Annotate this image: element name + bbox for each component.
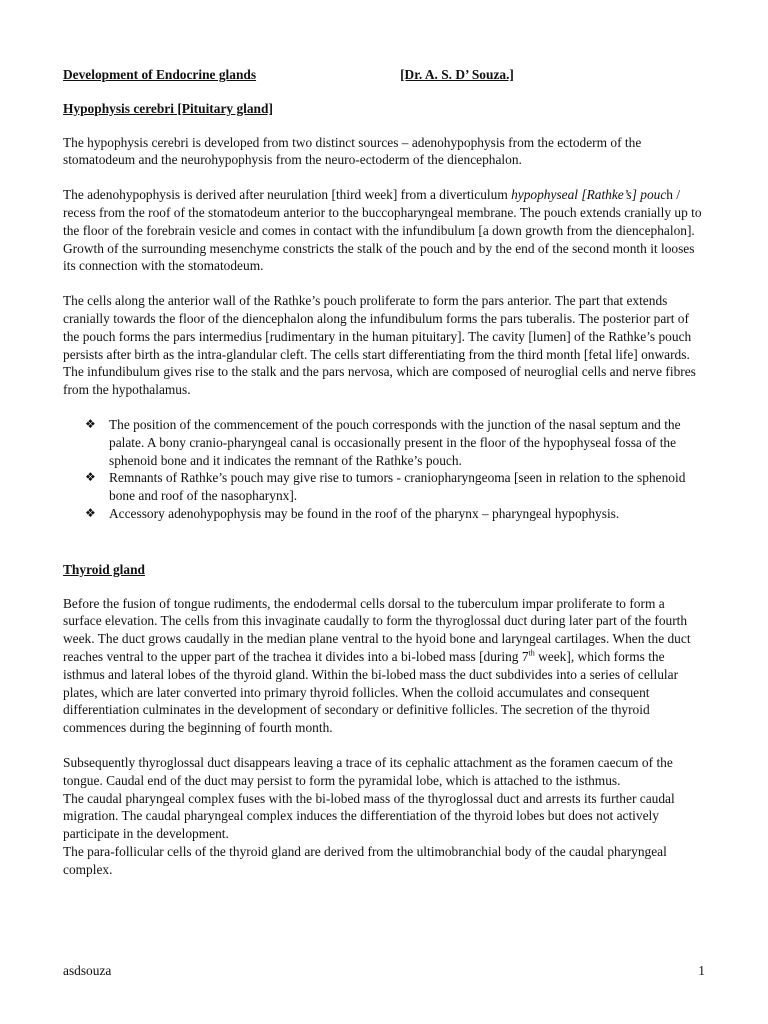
section-heading-thyroid: Thyroid gland [63, 561, 145, 577]
paragraph-para-follicular-cells: The para-follicular cells of the thyroid gland are derived from the ultimobranchial body of the caudal pharyngeal complex. [63, 843, 667, 877]
section-heading-hypophysis: Hypophysis cerebri [Pituitary gland] [63, 100, 273, 116]
paragraph-hypophysis-intro: The hypophysis cerebri is developed from two distinct sources – adenohypophysis from the ectoderm of the stomatodeum and the neurohypophysis from the neuro-ectoderm of the diencephalon. [63, 134, 642, 168]
hypophysis-bullet-list [63, 416, 705, 523]
paragraph-thyroid-start: Before the fusion of tongue rudiments, the endodermal cells dorsal to the tuberculum impar proliferate to form a surface elevation. The cells from this invaginate caudally to form the thyroglossal duct during later part of the fourth week. The duct grows caudally in the median plane ventral to the hyoid bone and laryngeal cartilages. When the duct reaches ventral to the upper part of the trachea it divides into a bi-lobed mass [during 7 [63, 595, 691, 664]
ordinal-superscript: th [528, 648, 535, 658]
paragraph-thyroid-development [63, 595, 705, 737]
paragraph-adenohypophysis-start: The adenohypophysis is derived after neurulation [third week] from a diverticulum [63, 187, 512, 203]
bullet-text: The position of the commencement of the pouch corresponds with the junction of the nasal septum and the palate. A bony cranio-pharyngeal canal is occasionally present in the floor of the hypophyseal fossa of the sphenoid bone and it indicates the remnant of the Rathke’s pouch. [109, 416, 681, 468]
document-title: Development of Endocrine glands [63, 67, 257, 82]
bullet-text: Remnants of Rathke’s pouch may give rise to tumors - craniopharyngeoma [seen in relation to the sphenoid bone and roof of the nasopharynx]. [109, 470, 686, 504]
paragraph-infundibulum: The infundibulum gives rise to the stalk and the pars nervosa, which are composed of neuroglial cells and nerve fibres from the hypothalamus. [63, 364, 696, 398]
paragraph-adenohypophysis [63, 186, 705, 275]
document-author: [Dr. A. S. D’ Souza.] [400, 67, 514, 82]
page-footer [63, 962, 705, 980]
bullet-text: Accessory adenohypophysis may be found in the roof of the pharynx – pharyngeal hypophysis. [109, 505, 620, 521]
paragraph-adenohypophysis-rest: h / recess from the roof of the stomatodeum anterior to the buccopharyngeal membrane. The pouch extends cranially up to the floor of the forebrain vesicle and comes in contact with the infundibulum [a down growth from the diencephalon]. Growth of the surrounding mesenchyme constricts the stalk of the pouch and by the end of the second month it looses its connection with the stomatodeum. [63, 187, 702, 274]
bullet-item [85, 505, 705, 523]
footer-author: asdsouza [63, 963, 112, 978]
paragraph-caudal-pharyngeal-complex: The caudal pharyngeal complex fuses with the bi-lobed mass of the thyroglossal duct and arrests its further caudal migration. The caudal pharyngeal complex induces the differentiation of the thyroid lobes but does not actively participate in the development. [63, 790, 675, 842]
bullet-item [85, 469, 705, 505]
paragraph-pars-anterior: The cells along the anterior wall of the Rathke’s pouch proliferate to form the pars anterior. The part that extends cranially towards the floor of the diencephalon along the infundibulum forms the pars tuberalis. The posterior part of the pouch forms the pars intermedius [rudimentary in the human pituitary]. The cavity [lumen] of the Rathke’s pouch persists after birth as the intra-glandular cleft. The cells start differentiating from the third month [fetal life] onwards. [63, 293, 692, 362]
bullet-diamond-icon: ❖ [85, 470, 96, 485]
bullet-diamond-icon: ❖ [85, 505, 96, 520]
paragraph-thyroid-rest: week], which forms the isthmus and lateral lobes of the thyroid gland. Within the bi-lobed mass the duct subdivides into a series of cellular plates, which are later converted into primary thyroid follicles. When the colloid accumulates and consequent differentiation culminates in the development of secondary or definitive follicles. The secretion of the thyroid commences during the beginning of fourth month. [63, 648, 679, 736]
bullet-diamond-icon: ❖ [85, 416, 96, 431]
paragraph-thyroglossal-duct: Subsequently thyroglossal duct disappears leaving a trace of its cephalic attachment as the foramen caecum of the tongue. Caudal end of the duct may persist to form the pyramidal lobe, which is attached to the isthmus. [63, 754, 673, 788]
bullet-item [85, 416, 705, 469]
rathke-pouch-term: hypophyseal [Rathke’s] pouc [511, 187, 667, 203]
page-number: 1 [698, 963, 705, 978]
document-header [63, 66, 705, 84]
